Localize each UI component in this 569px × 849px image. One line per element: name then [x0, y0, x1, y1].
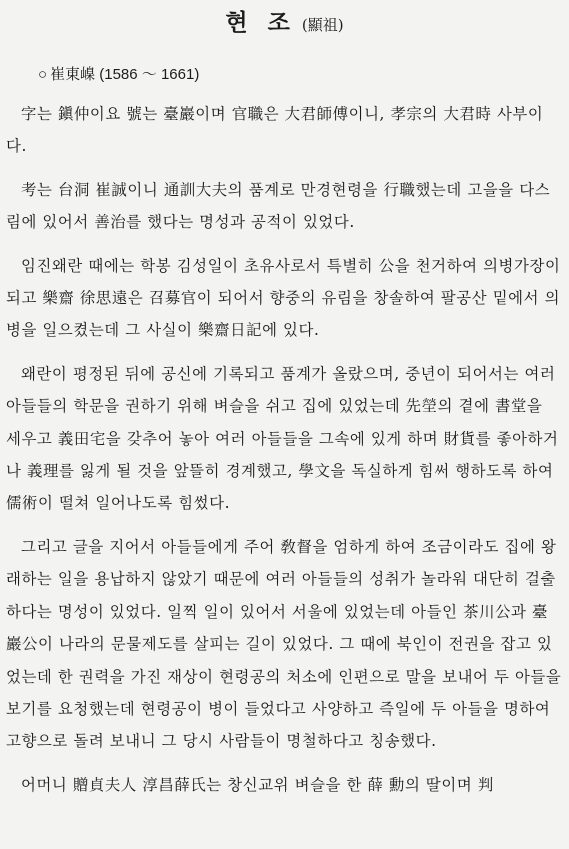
paragraph-father: 考는 台洞 崔誠이니 通訓大夫의 품계로 만경현령을 行職했는데 고을을 다스림에 있어서 善治를 했다는 명성과 공적이 있었다. — [6, 180, 551, 232]
paragraph-imjin-war: 임진왜란 때에는 학봉 김성일이 초유사로서 특별히 公을 천거하여 의병가장이 되고 樂齋 徐思遠은 召募官이 되어서 향중의 유림을 창솔하여 팔공산 밑에서 의병을 일으켰는데 그 사실이 樂齋日記에 있다. — [6, 256, 561, 340]
paragraph-mother: 어머니 贈貞夫人 淳昌薛氏는 창신교위 벼슬을 한 薛 勳의 딸이며 判 — [21, 775, 494, 794]
person-years: (1586 ～ 1661) — [99, 66, 200, 83]
person-name: 崔東嵲 — [50, 66, 96, 83]
circle-bullet-icon: ○ — [38, 66, 48, 83]
section-title — [0, 8, 569, 40]
paragraph-after-war: 왜란이 평정된 뒤에 공신에 기록되고 품계가 올랐으며, 중년이 되어서는 여러 아들들의 학문을 권하기 위해 벼슬을 쉬고 집에 있었는데 先塋의 곁에 書堂을 세우고 義田宅을 갖추어 놓아 여러 아들들을 그속에 있게 하며 財貨를 좋아하거나 義理를 잃게 될 것을 앞뜰히 경계했고, 學文을 독실하게 힘써 행하도록 하여 儒術이 떨쳐 일어나도록 힘썼다. — [6, 364, 559, 513]
biography-text — [6, 98, 562, 801]
person-heading — [38, 62, 199, 88]
paragraph-instruction: 그리고 글을 지어서 아들들에게 주어 敎督을 엄하게 하여 조금이라도 집에 왕래하는 일을 용납하지 않았기 때문에 여러 아들들의 성취가 놀라워 대단히 걸출하다는 명성이 있었다. 일찍 일이 있어서 서울에 있었는데 아들인 茶川公과 臺巖公이 나라의 문물제도를 살피는 길이 있었다. 그 때에 북인이 전권을 잡고 있었는데 한 권력을 가진 재상이 현령공의 처소에 인편으로 말을 보내어 두 아들을 보기를 요청했는데 현령공이 병이 들었다고 사양하고 즉일에 두 아들을 명하여 고향으로 돌려 보내니 그 당시 사람들이 명철하다고 칭송했다. — [6, 537, 562, 751]
title-korean: 현 조 — [225, 9, 296, 36]
title-hanja: (顯祖) — [301, 16, 344, 34]
paragraph-courtesy-name: 字는 鎭仲이요 號는 臺巖이며 官職은 大君師傅이니, 孝宗의 大君時 사부이다. — [6, 105, 544, 156]
